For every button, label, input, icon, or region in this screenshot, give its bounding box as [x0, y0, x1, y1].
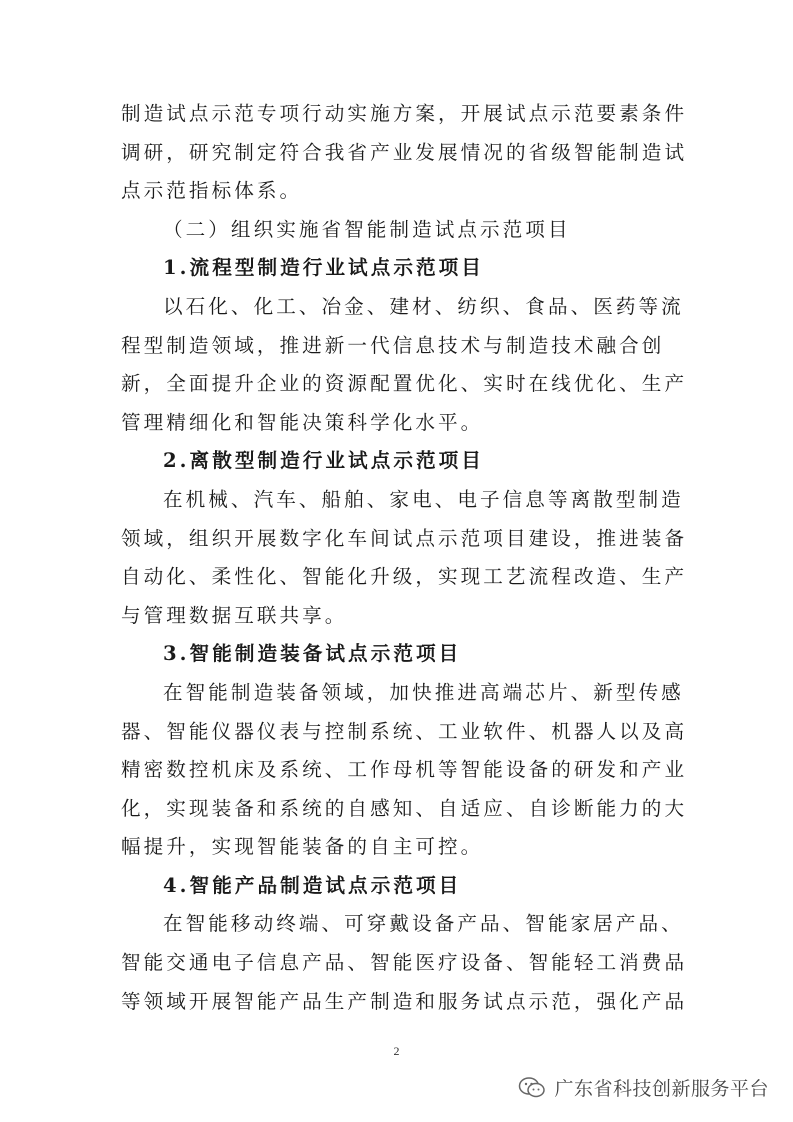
text-line: 与管理数据互联共享。 [121, 603, 348, 627]
text-line: 化，实现装备和系统的自感知、自适应、自诊断能力的大 [121, 796, 688, 820]
subsection-heading: 1.流程型制造行业试点示范项目 [163, 256, 484, 280]
text-line: 管理精细化和智能决策科学化水平。 [121, 410, 484, 434]
text-line: 自动化、柔性化、智能化升级，实现工艺流程改造、生产 [121, 565, 688, 589]
paragraph [121, 481, 688, 635]
text-line: 在机械、汽车、船舶、家电、电子信息等离散型制造 [163, 487, 684, 511]
wechat-icon [518, 1076, 546, 1100]
subsection-heading: 2.离散型制造行业试点示范项目 [163, 449, 484, 473]
section-heading: （二）组织实施省智能制造试点示范项目 [163, 217, 571, 241]
watermark-text: 广东省科技创新服务平台 [554, 1078, 769, 1100]
text-line: 幅提升，实现智能装备的自主可控。 [121, 835, 484, 859]
paragraph [121, 905, 688, 1021]
watermark [518, 1074, 769, 1101]
subsection-heading: 3.智能制造装备试点示范项目 [163, 642, 462, 666]
text-line: 精密数控机床及系统、工作母机等智能设备的研发和产业 [121, 758, 688, 782]
text-line: 点示范指标体系。 [121, 179, 303, 203]
text-line: 制造试点示范专项行动实施方案，开展试点示范要素条件 [121, 102, 688, 125]
text-line: 以石化、化工、冶金、建材、纺织、食品、医药等流 [163, 294, 684, 318]
text-line: 器、智能仪器仪表与控制系统、工业软件、机器人以及高 [121, 719, 688, 743]
text-line: 等领域开展智能产品生产制造和服务试点示范，强化产品 [121, 989, 688, 1013]
paragraph [121, 674, 688, 867]
text-line: 在智能移动终端、可穿戴设备产品、智能家居产品、 [163, 912, 684, 936]
text-line: 程型制造领域，推进新一代信息技术与制造技术融合创 [121, 333, 665, 357]
text-line: 领域，组织开展数字化车间试点示范项目建设，推进装备 [121, 526, 688, 550]
subsection-heading: 4.智能产品制造试点示范项目 [163, 873, 462, 897]
paragraph [121, 288, 688, 442]
text-line: 智能交通电子信息产品、智能医疗设备、智能轻工消费品 [121, 951, 688, 975]
text-line: 新，全面提升企业的资源配置优化、实时在线优化、生产 [121, 372, 688, 396]
document-body [121, 95, 688, 1021]
text-line: 在智能制造装备领域，加快推进高端芯片、新型传感 [163, 680, 684, 704]
text-line: 调研，研究制定符合我省产业发展情况的省级智能制造试 [121, 140, 688, 164]
page-number: 2 [393, 1044, 400, 1058]
paragraph [121, 95, 688, 211]
